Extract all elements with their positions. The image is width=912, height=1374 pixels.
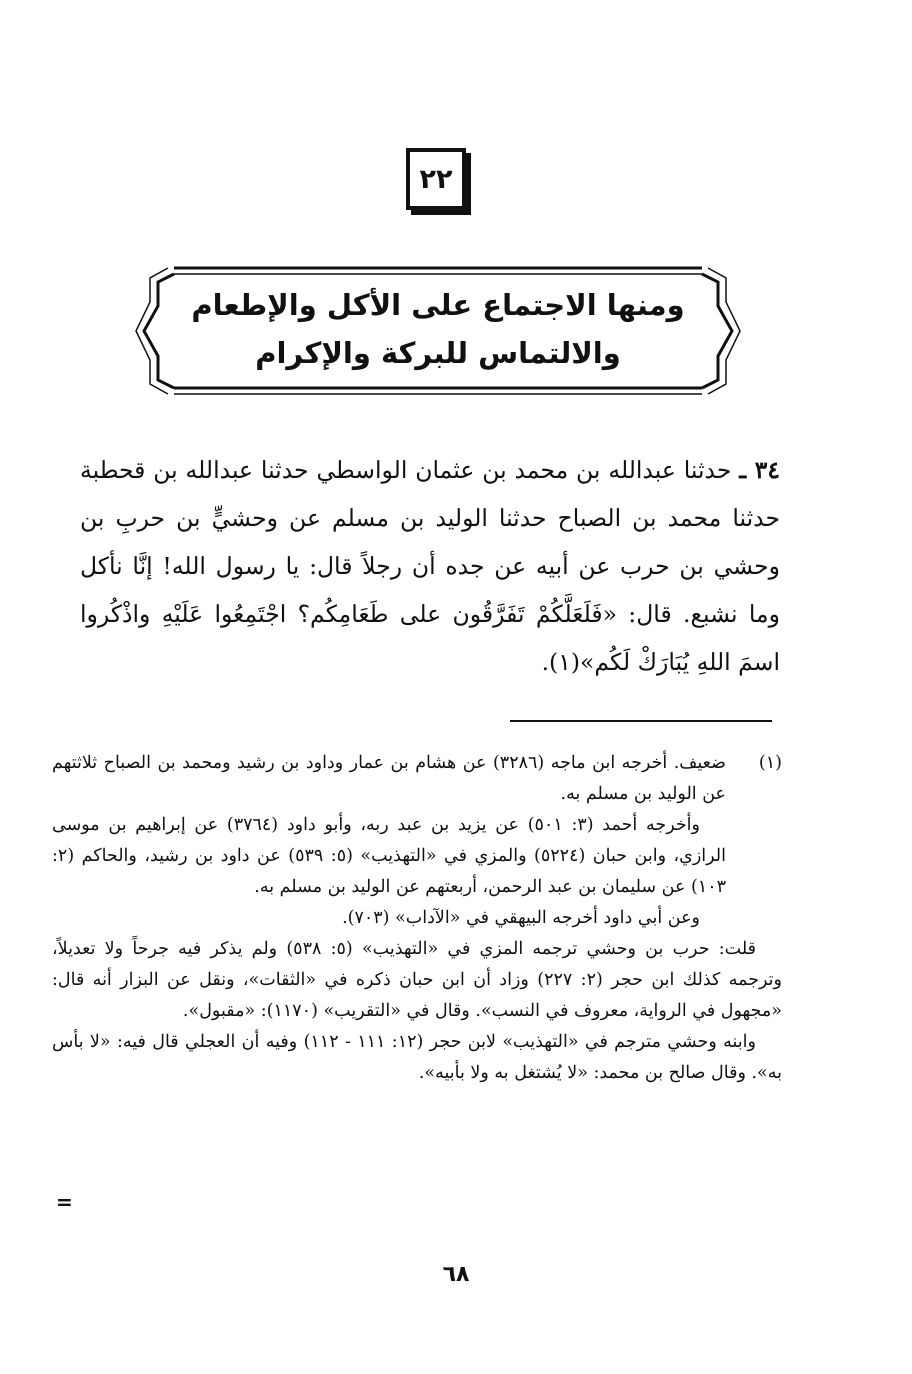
footnote-text-1: ضعيف. أخرجه ابن ماجه (٣٢٨٦) عن هشام بن عمار وداود بن رشيد ومحمد بن الصباح ثلاثتهم عن الوليد بن مسلم به. xyxy=(52,753,726,804)
footnote-paragraph-5: وابنه وحشي مترجم في «التهذيب» لابن حجر (١٢: ١١١ - ١١٢) وفيه أن العجلي قال فيه: «لا بأس به». وقال صالح بن محمد: «لا يُشتغل به ولا بأبيه». xyxy=(52,1032,782,1083)
chapter-title-line-1: ومنها الاجتماع على الأكل والإطعام xyxy=(191,288,685,322)
hadith-number: ٣٤ ـ xyxy=(739,456,780,484)
footnote-marker: (١) xyxy=(758,753,782,773)
page-number: ٦٨ xyxy=(442,1262,470,1287)
footnote-paragraph-4: قلت: حرب بن وحشي ترجمه المزي في «التهذيب» (٥: ٥٣٨) ولم يذكر فيه جرحاً ولا تعديلاً، وترجمه كذلك ابن حجر (٢: ٢٢٧) وزاد أن ابن حبان ذكره في «الثقات»، ونقل عن البزار أنه قال: «مجهول في الرواية، معروف في النسب». وقال في «التقريب» (١١٧٠): «مقبول». xyxy=(52,939,783,1021)
chapter-title-frame xyxy=(118,260,758,402)
title-frame-ornament xyxy=(118,260,758,402)
continuation-mark: = xyxy=(56,1190,73,1214)
hadith-text: حدثنا عبدالله بن محمد بن عثمان الواسطي حدثنا عبدالله بن قحطبة حدثنا محمد بن الصباح حدثنا الوليد بن مسلم عن وحشيٍّ بن حربِ بن وحشي بن حرب عن أبيه عن جده أن رجلاً قال: يا رسول الله! إنَّا نأكل وما نشبع. قال: «فَلَعَلَّكُمْ تَفَرَّقُون على طَعَامِكُم؟ اجْتَمِعُوا عَلَيْهِ واذْكُروا اسمَ اللهِ يُبَارَكْ لَكُم»(١). xyxy=(80,456,780,676)
footnote-paragraph-3: وعن أبي داود أخرجه البيهقي في «الآداب» (٧٠٣). xyxy=(342,908,700,928)
footnote-separator xyxy=(510,720,772,722)
hadith-paragraph xyxy=(80,446,780,686)
chapter-title-line-2: والالتماس للبركة والإكرام xyxy=(255,336,621,370)
footnote-paragraph-1 xyxy=(52,748,782,810)
footnotes-section xyxy=(52,748,782,1089)
footnote-paragraph-2: وأخرجه أحمد (٣: ٥٠١) عن يزيد بن عبد ربه، وأبو داود (٣٧٦٤) عن إبراهيم بن موسى الرازي، وابن حبان (٥٢٢٤) والمزي في «التهذيب» (٥: ٥٣٩) عن داود بن رشيد، والحاكم (٢: ١٠٣) عن سليمان بن عبد الرحمن، أربعتهم عن الوليد بن مسلم به. xyxy=(52,815,727,897)
chapter-number-box xyxy=(406,148,466,210)
chapter-number: ٢٢ xyxy=(419,163,453,195)
